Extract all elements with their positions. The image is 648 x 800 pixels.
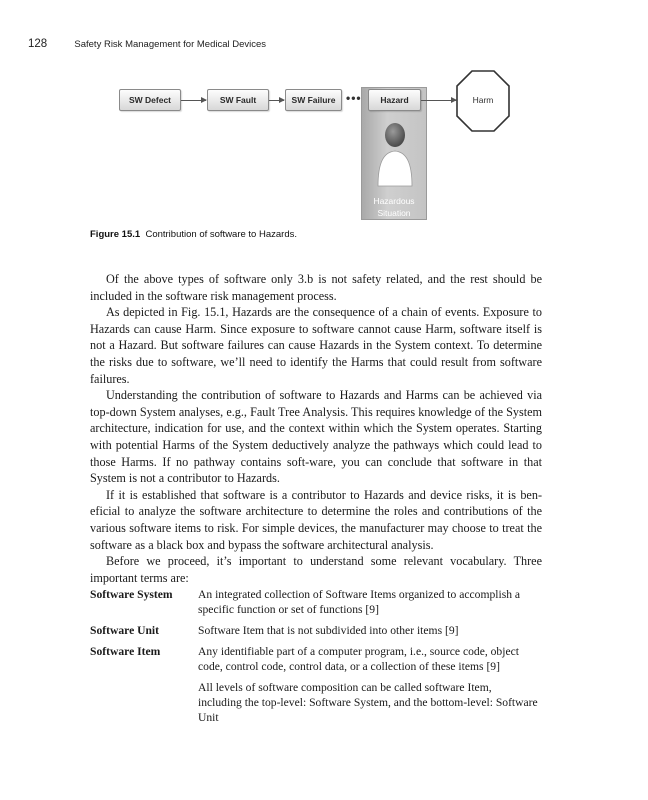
hazard-box: Hazard [368,89,421,111]
body-text [90,271,542,586]
paragraph: If it is established that software is a contributor to Hazards and device risks, it is ben-eficial to analyze the software architecture to determine the roles and contributions of the various software items to risk. For simple devices, the manufacturer may choose to treat the software as a black box and bypass the software architectural analysis. [90,487,542,552]
arrow-fault-failure [269,100,284,101]
term-definition: Any identifiable part of a computer program, i.e., source code, object code, control code, control data, or a collection of these items [9] [198,645,519,673]
term-name: Software System [90,588,173,601]
paragraph: Before we proceed, it’s important to understand some relevant vocabulary. Three important terms are: [90,554,542,585]
ellipsis: ••• [346,91,362,105]
harm-label: Harm [472,95,494,105]
paragraph: As depicted in Fig. 15.1, Hazards are the consequence of a chain of events. Exposure to Hazards can cause Harm. Since exposure to software cannot cause Harm, software itself is not a Hazard. But software failures can cause Hazards in the System context. To determine the risks due to software, we’ll need to identify the Harms that could result from software failures. [90,305,542,386]
term-row [90,623,542,638]
arrow-hazard-harm [421,100,456,101]
arrow-defect-fault [181,100,206,101]
page-number: 128 [28,38,48,50]
figure-caption: Figure 15.1 Contribution of software to Hazards. [90,229,297,240]
sw-defect-box: SW Defect [119,89,181,111]
person-icon [376,122,414,188]
term-name: Software Unit [90,624,160,637]
paragraph: Of the above types of software only 3.b is not safety related, and the rest should be included in the software risk management process. [90,272,542,303]
term-note: All levels of software composition can be called software Item, including the top-level: Software System, and the bottom-level: Software Unit [198,681,538,724]
term-definition: Software Item that is not subdivided into other items [9] [198,624,459,637]
sw-failure-box: SW Failure [285,89,342,111]
term-row [90,587,542,617]
running-title: Safety Risk Management for Medical Devices [74,39,267,50]
paragraph: Understanding the contribution of software to Hazards and Harms can be achieved via top-down System analyses, e.g., Fault Tree Analysis. This requires knowledge of the System architecture, indication for use, and the context within which the System operates. Starting with potential Harms of the System deductively analyze the pathways which could lead to those Harms. If no pathway contains soft-ware, you can conclude that software in that System is not a contributor to Hazards. [90,388,542,486]
term-name: Software Item [90,645,161,658]
sw-fault-box: SW Fault [207,89,269,111]
figure-15-1 [0,0,648,240]
hazardous-situation-label: Hazardous Situation [373,196,415,218]
term-row [90,644,542,674]
term-definition: An integrated collection of Software Items organized to accomplish a specific function or set of functions [9] [198,588,521,616]
terms-list [90,587,542,725]
